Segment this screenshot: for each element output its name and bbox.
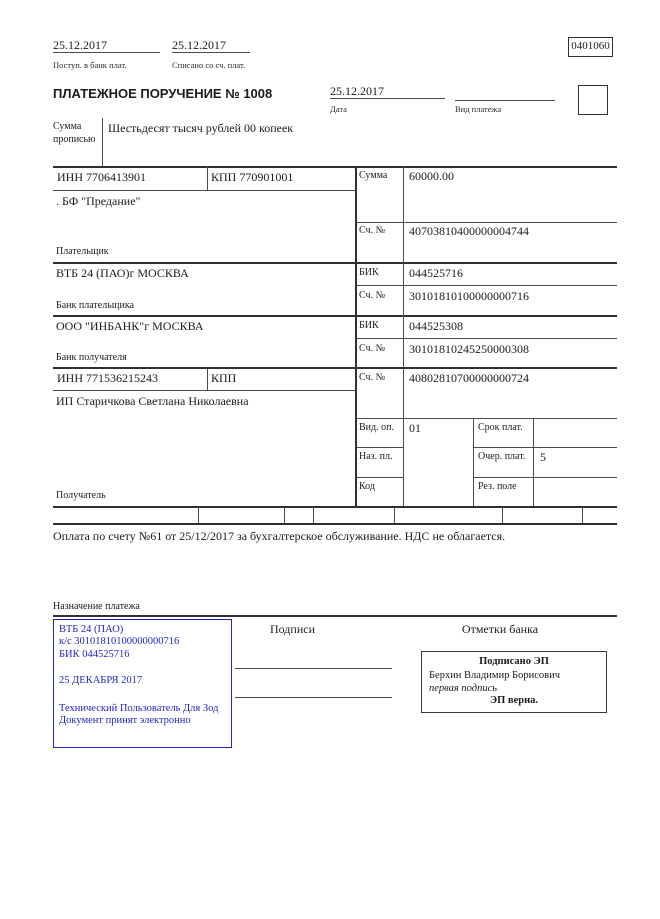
payee-bank-bik-label: БИК (359, 320, 379, 331)
divider (53, 506, 617, 508)
divider (355, 447, 403, 448)
payee-label: Получатель (56, 490, 106, 501)
payment-purpose-text: Оплата по счету №61 от 25/12/2017 за бухгалтерское обслуживание. НДС не облагается. (53, 529, 506, 543)
divider (53, 190, 355, 191)
payer-bank-label: Банк плательщика (56, 300, 134, 311)
stamp-signer-name: Берхин Владимир Борисович (429, 669, 560, 681)
divider (473, 447, 617, 448)
debited-date-label: Списано со сч. плат. (172, 60, 246, 70)
signed-ep-stamp (421, 651, 607, 713)
op-type-value: 01 (409, 421, 421, 435)
payment-type-line (455, 100, 555, 101)
divider (53, 166, 617, 168)
payee-kpp-label: КПП (211, 371, 237, 385)
term-label: Срок плат. (478, 422, 523, 433)
payer-kpp: КПП 770901001 (211, 170, 294, 184)
payer-bank-account-value: 30101810100000000716 (409, 289, 529, 303)
stamp-blue-line: к/с 30101810100000000716 (59, 636, 180, 648)
divider (207, 367, 208, 390)
payee-bank-bik-value: 044525308 (409, 319, 463, 333)
document-title: ПЛАТЕЖНОЕ ПОРУЧЕНИЕ № 1008 (53, 86, 273, 101)
received-date-label: Поступ. в банк плат. (53, 60, 127, 70)
payer-name: . БФ "Предание" (56, 194, 141, 208)
signatures-label: Подписи (269, 622, 316, 636)
divider (53, 367, 617, 369)
sum-value: 60000.00 (409, 169, 454, 183)
divider (355, 285, 617, 286)
divider (198, 507, 199, 523)
divider (355, 338, 617, 339)
payee-inn: ИНН 771536215243 (57, 371, 158, 385)
divider (582, 507, 583, 523)
bank-marks-label: Отметки банка (461, 622, 539, 636)
divider (355, 222, 617, 223)
divider (53, 615, 617, 617)
debited-date: 25.12.2017 (172, 38, 250, 53)
divider (53, 315, 617, 317)
payer-bank-account-label: Сч. № (359, 290, 386, 301)
payer-bank-name: ВТБ 24 (ПАО)г МОСКВА (56, 266, 189, 280)
divider (355, 477, 403, 478)
sum-label: Сумма (359, 170, 388, 181)
divider (53, 523, 617, 525)
payer-bank-bik-value: 044525716 (409, 266, 463, 280)
amount-words-label: Сумма прописью (53, 121, 96, 145)
signature-line (235, 697, 392, 698)
payer-bank-bik-label: БИК (359, 267, 379, 278)
payment-type-label: Вид платежа (455, 104, 502, 114)
divider (102, 118, 103, 166)
op-type-label: Вид. оп. (359, 422, 394, 433)
payee-bank-account-value: 30101810245250000308 (409, 342, 529, 356)
payee-account-value: 40802810700000000724 (409, 371, 529, 385)
signature-line (235, 668, 392, 669)
divider (394, 507, 395, 523)
divider (284, 507, 285, 523)
divider (473, 477, 617, 478)
payee-bank-account-label: Сч. № (359, 343, 386, 354)
stamp-blue-line: БИК 044525716 (59, 648, 130, 660)
divider (355, 166, 357, 506)
divider (473, 418, 474, 506)
divider (313, 507, 314, 523)
document-date: 25.12.2017 (330, 84, 445, 99)
form-code-box: 0401060 (568, 37, 613, 57)
date-label: Дата (330, 104, 347, 114)
payer-label: Плательщик (56, 246, 109, 257)
payer-account-value: 40703810400000004744 (409, 224, 529, 238)
stamp-blue-accepted: Документ принят электронно (59, 714, 191, 726)
payer-inn: ИНН 7706413901 (57, 170, 146, 184)
stamp-blue-line: ВТБ 24 (ПАО) (59, 624, 124, 635)
received-date: 25.12.2017 (53, 38, 160, 53)
divider (355, 418, 617, 419)
payee-account-label: Сч. № (359, 372, 386, 383)
order-value: 5 (540, 450, 546, 464)
payee-name: ИП Старичкова Светлана Николаевна (56, 394, 249, 408)
divider (207, 166, 208, 190)
stamp-blue-date: 25 ДЕКАБРЯ 2017 (59, 675, 143, 687)
order-label: Очер. плат. (478, 451, 526, 462)
divider (53, 390, 355, 391)
reserve-field-label: Рез. поле (478, 481, 517, 492)
divider (502, 507, 503, 523)
divider (533, 418, 534, 506)
status-box (578, 85, 608, 115)
payee-bank-name: ООО "ИНБАНК"г МОСКВА (56, 319, 204, 333)
stamp-first-signature: первая подпись (429, 683, 498, 695)
divider (53, 262, 617, 264)
divider (403, 166, 404, 506)
stamp-ep-valid: ЭП верна. (489, 694, 538, 706)
stamp-signed-title: Подписано ЭП (479, 656, 549, 667)
purpose-code-label: Наз. пл. (359, 451, 393, 462)
amount-words-value: Шестьдесят тысяч рублей 00 копеек (108, 121, 294, 135)
stamp-blue-user: Технический Пользователь Для Зод (59, 702, 219, 714)
bank-electronic-stamp (53, 619, 232, 748)
payer-account-label: Сч. № (359, 225, 386, 236)
code-label: Код (359, 481, 375, 492)
payee-bank-label: Банк получателя (56, 352, 127, 363)
payment-purpose-label: Назначение платежа (53, 601, 140, 612)
